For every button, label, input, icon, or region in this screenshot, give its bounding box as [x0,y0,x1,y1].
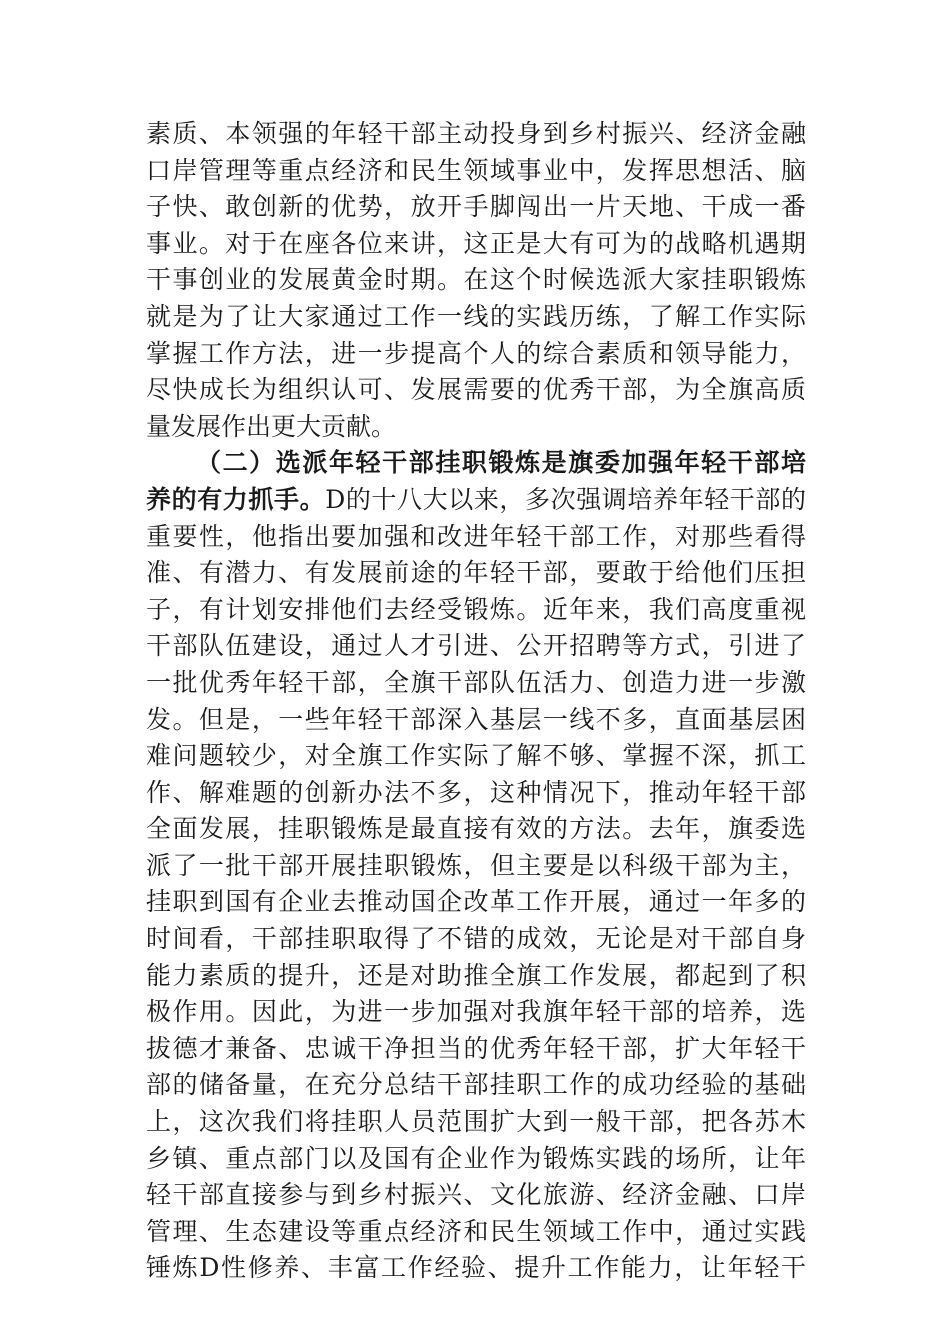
text-line: 极作用。因此，为进一步加强对我旗年轻干部的培养，选 [146,997,806,1027]
text-line: 子，有计划安排他们去经受锻炼。近年来，我们高度重视 [146,594,806,624]
text-line: 掌握工作方法，进一步提高个人的综合素质和领导能力， [146,338,806,368]
text-line: 乡镇、重点部门以及国有企业作为锻炼实践的场所，让年 [146,1143,806,1173]
text-line: 全面发展，挂职锻炼是最直接有效的方法。去年，旗委选 [146,814,806,844]
text-line: 难问题较少，对全旗工作实际了解不够、掌握不深，抓工 [146,741,806,771]
text-line: 尽快成长为组织认可、发展需要的优秀干部，为全旗高质 [146,375,806,405]
paragraph-2 [146,445,806,1287]
text-line: 时间看，干部挂职取得了不错的成效，无论是对干部自身 [146,924,806,954]
section-heading-end: 养的有力抓手。 [146,484,326,514]
text-line: 事业。对于在座各位来讲，这正是大有可为的战略机遇期 [146,228,806,258]
text-line: 量发展作出更大贡献。 [146,411,397,441]
text-line: 准、有潜力、有发展前途的年轻干部，要敢于给他们压担 [146,558,806,588]
text-line: 作、解难题的创新办法不多，这种情况下，推动年轻干部 [146,777,806,807]
text-line: 能力素质的提升，还是对助推全旗工作发展，都起到了积 [146,960,806,990]
text-line: 拔德才兼备、忠诚干净担当的优秀年轻干部，扩大年轻干 [146,1033,806,1063]
text-line: 管理、生态建设等重点经济和民生领域工作中，通过实践 [146,1216,806,1246]
section-heading: （二）选派年轻干部挂职锻炼是旗委加强年轻干部培 [196,448,806,478]
text-line: 锤炼D性修养、丰富工作经验、提升工作能力，让年轻干 [146,1253,806,1283]
text-line: 上，这次我们将挂职人员范围扩大到一般干部，把各苏木 [146,1107,806,1137]
text-line: 派了一批干部开展挂职锻炼，但主要是以科级干部为主， [146,850,806,880]
text-line: 轻干部直接参与到乡村振兴、文化旅游、经济金融、口岸 [146,1180,806,1210]
text-line: 部的储备量，在充分总结干部挂职工作的成功经验的基础 [146,1070,806,1100]
text-line: 发。但是，一些年轻干部深入基层一线不多，直面基层困 [146,704,806,734]
text-line: 一批优秀年轻干部，全旗干部队伍活力、创造力进一步激 [146,667,806,697]
text-line: 就是为了让大家通过工作一线的实践历练，了解工作实际 [146,301,806,331]
paragraph-1 [146,116,806,445]
text-line: 子快、敢创新的优势，放开手脚闯出一片天地、干成一番 [146,192,806,222]
text-line: 干事创业的发展黄金时期。在这个时候选派大家挂职锻炼 [146,265,806,295]
text-line: 素质、本领强的年轻干部主动投身到乡村振兴、经济金融 [146,119,806,148]
text-line: 重要性，他指出要加强和改进年轻干部工作，对那些看得 [146,521,806,551]
text-line: 干部队伍建设，通过人才引进、公开招聘等方式，引进了 [146,631,806,661]
text-run: D的十八大以来，多次强调培养年轻干部的 [325,484,806,514]
text-line: 口岸管理等重点经济和民生领域事业中，发挥思想活、脑 [146,155,806,185]
document-body [146,116,806,1287]
text-line: 挂职到国有企业去推动国企改革工作开展，通过一年多的 [146,887,806,917]
text-line [146,482,806,519]
